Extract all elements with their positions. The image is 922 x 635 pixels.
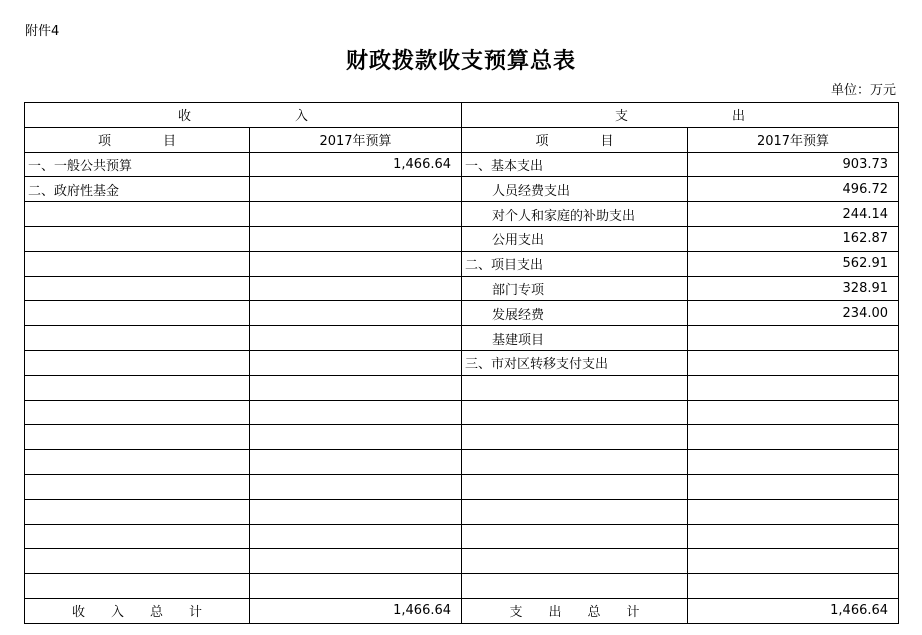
expense-value-cell — [688, 326, 899, 351]
budget-table — [24, 102, 899, 624]
income-item-cell — [25, 251, 250, 276]
expense-item-cell — [462, 450, 688, 475]
table-row — [25, 326, 899, 351]
expense-value-cell: 562.91 — [688, 251, 899, 276]
expense-item-cell: 二、项目支出 — [462, 251, 688, 276]
income-item-cell — [25, 226, 250, 251]
expense-item-cell — [462, 400, 688, 425]
income-value-cell — [250, 549, 462, 574]
attachment-label: 附件4 — [25, 24, 60, 39]
income-item-cell — [25, 400, 250, 425]
expense-value-cell: 496.72 — [688, 177, 899, 202]
income-item-cell — [25, 350, 250, 375]
expense-item-header: 项 目 — [462, 127, 688, 152]
income-item-cell — [25, 276, 250, 301]
expense-item-cell: 对个人和家庭的补助支出 — [462, 202, 688, 227]
expense-item-cell: 基建项目 — [462, 326, 688, 351]
income-item-cell — [25, 375, 250, 400]
table-row — [25, 524, 899, 549]
expense-value-cell — [688, 450, 899, 475]
table-row — [25, 202, 899, 227]
income-value-cell — [250, 177, 462, 202]
table-row — [25, 251, 899, 276]
expense-item-cell — [462, 549, 688, 574]
table-row — [25, 226, 899, 251]
table-row — [25, 574, 899, 599]
expense-item-cell: 一、基本支出 — [462, 152, 688, 177]
income-item-cell: 一、一般公共预算 — [25, 152, 250, 177]
income-value-cell — [250, 474, 462, 499]
income-item-cell — [25, 425, 250, 450]
income-item-header: 项 目 — [25, 127, 250, 152]
income-value-cell — [250, 425, 462, 450]
income-value-cell — [250, 400, 462, 425]
income-item-cell — [25, 301, 250, 326]
table-row — [25, 425, 899, 450]
income-value-cell — [250, 226, 462, 251]
income-value-cell — [250, 276, 462, 301]
expense-value-cell — [688, 549, 899, 574]
expense-budget-header: 2017年预算 — [688, 127, 899, 152]
income-item-cell: 二、政府性基金 — [25, 177, 250, 202]
table-row — [25, 549, 899, 574]
expense-value-cell: 903.73 — [688, 152, 899, 177]
expense-item-cell — [462, 574, 688, 599]
expense-value-cell: 162.87 — [688, 226, 899, 251]
expense-value-cell: 328.91 — [688, 276, 899, 301]
income-group-header: 收 入 — [25, 103, 462, 128]
expense-value-cell — [688, 375, 899, 400]
expense-total-label: 支 出 总 计 — [462, 598, 688, 623]
table-row — [25, 152, 899, 177]
income-value-cell — [250, 326, 462, 351]
expense-value-cell — [688, 350, 899, 375]
income-value-cell — [250, 574, 462, 599]
expense-item-cell — [462, 375, 688, 400]
income-item-cell — [25, 549, 250, 574]
expense-value-cell — [688, 499, 899, 524]
income-total-value: 1,466.64 — [250, 598, 462, 623]
table-row — [25, 276, 899, 301]
income-value-cell — [250, 202, 462, 227]
income-item-cell — [25, 499, 250, 524]
expense-value-cell — [688, 474, 899, 499]
unit-label: 单位：万元 — [830, 83, 896, 98]
table-row — [25, 499, 899, 524]
income-value-cell: 1,466.64 — [250, 152, 462, 177]
totals-row — [25, 598, 899, 623]
income-value-cell — [250, 350, 462, 375]
income-value-cell — [250, 499, 462, 524]
income-total-label: 收 入 总 计 — [25, 598, 250, 623]
expense-item-cell — [462, 474, 688, 499]
table-row — [25, 350, 899, 375]
income-value-cell — [250, 450, 462, 475]
expense-value-cell — [688, 425, 899, 450]
expense-group-header: 支 出 — [462, 103, 899, 128]
income-value-cell — [250, 524, 462, 549]
income-item-cell — [25, 326, 250, 351]
expense-value-cell: 234.00 — [688, 301, 899, 326]
expense-item-cell: 人员经费支出 — [462, 177, 688, 202]
table-row — [25, 177, 899, 202]
expense-item-cell: 三、市对区转移支付支出 — [462, 350, 688, 375]
expense-item-cell: 发展经费 — [462, 301, 688, 326]
table-row — [25, 450, 899, 475]
table-row — [25, 301, 899, 326]
income-value-cell — [250, 301, 462, 326]
expense-value-cell — [688, 524, 899, 549]
income-item-cell — [25, 574, 250, 599]
header-group-row — [25, 103, 899, 128]
table-row — [25, 474, 899, 499]
expense-value-cell — [688, 400, 899, 425]
header-column-row — [25, 127, 899, 152]
expense-item-cell: 公用支出 — [462, 226, 688, 251]
expense-item-cell — [462, 425, 688, 450]
expense-item-cell: 部门专项 — [462, 276, 688, 301]
income-item-cell — [25, 202, 250, 227]
expense-item-cell — [462, 499, 688, 524]
page-title: 财政拨款收支预算总表 — [345, 49, 576, 74]
income-item-cell — [25, 474, 250, 499]
expense-value-cell: 244.14 — [688, 202, 899, 227]
income-budget-header: 2017年预算 — [250, 127, 462, 152]
expense-item-cell — [462, 524, 688, 549]
income-value-cell — [250, 375, 462, 400]
table-row — [25, 375, 899, 400]
income-item-cell — [25, 524, 250, 549]
income-item-cell — [25, 450, 250, 475]
expense-value-cell — [688, 574, 899, 599]
expense-total-value: 1,466.64 — [688, 598, 899, 623]
table-body — [25, 152, 899, 598]
income-value-cell — [250, 251, 462, 276]
table-row — [25, 400, 899, 425]
